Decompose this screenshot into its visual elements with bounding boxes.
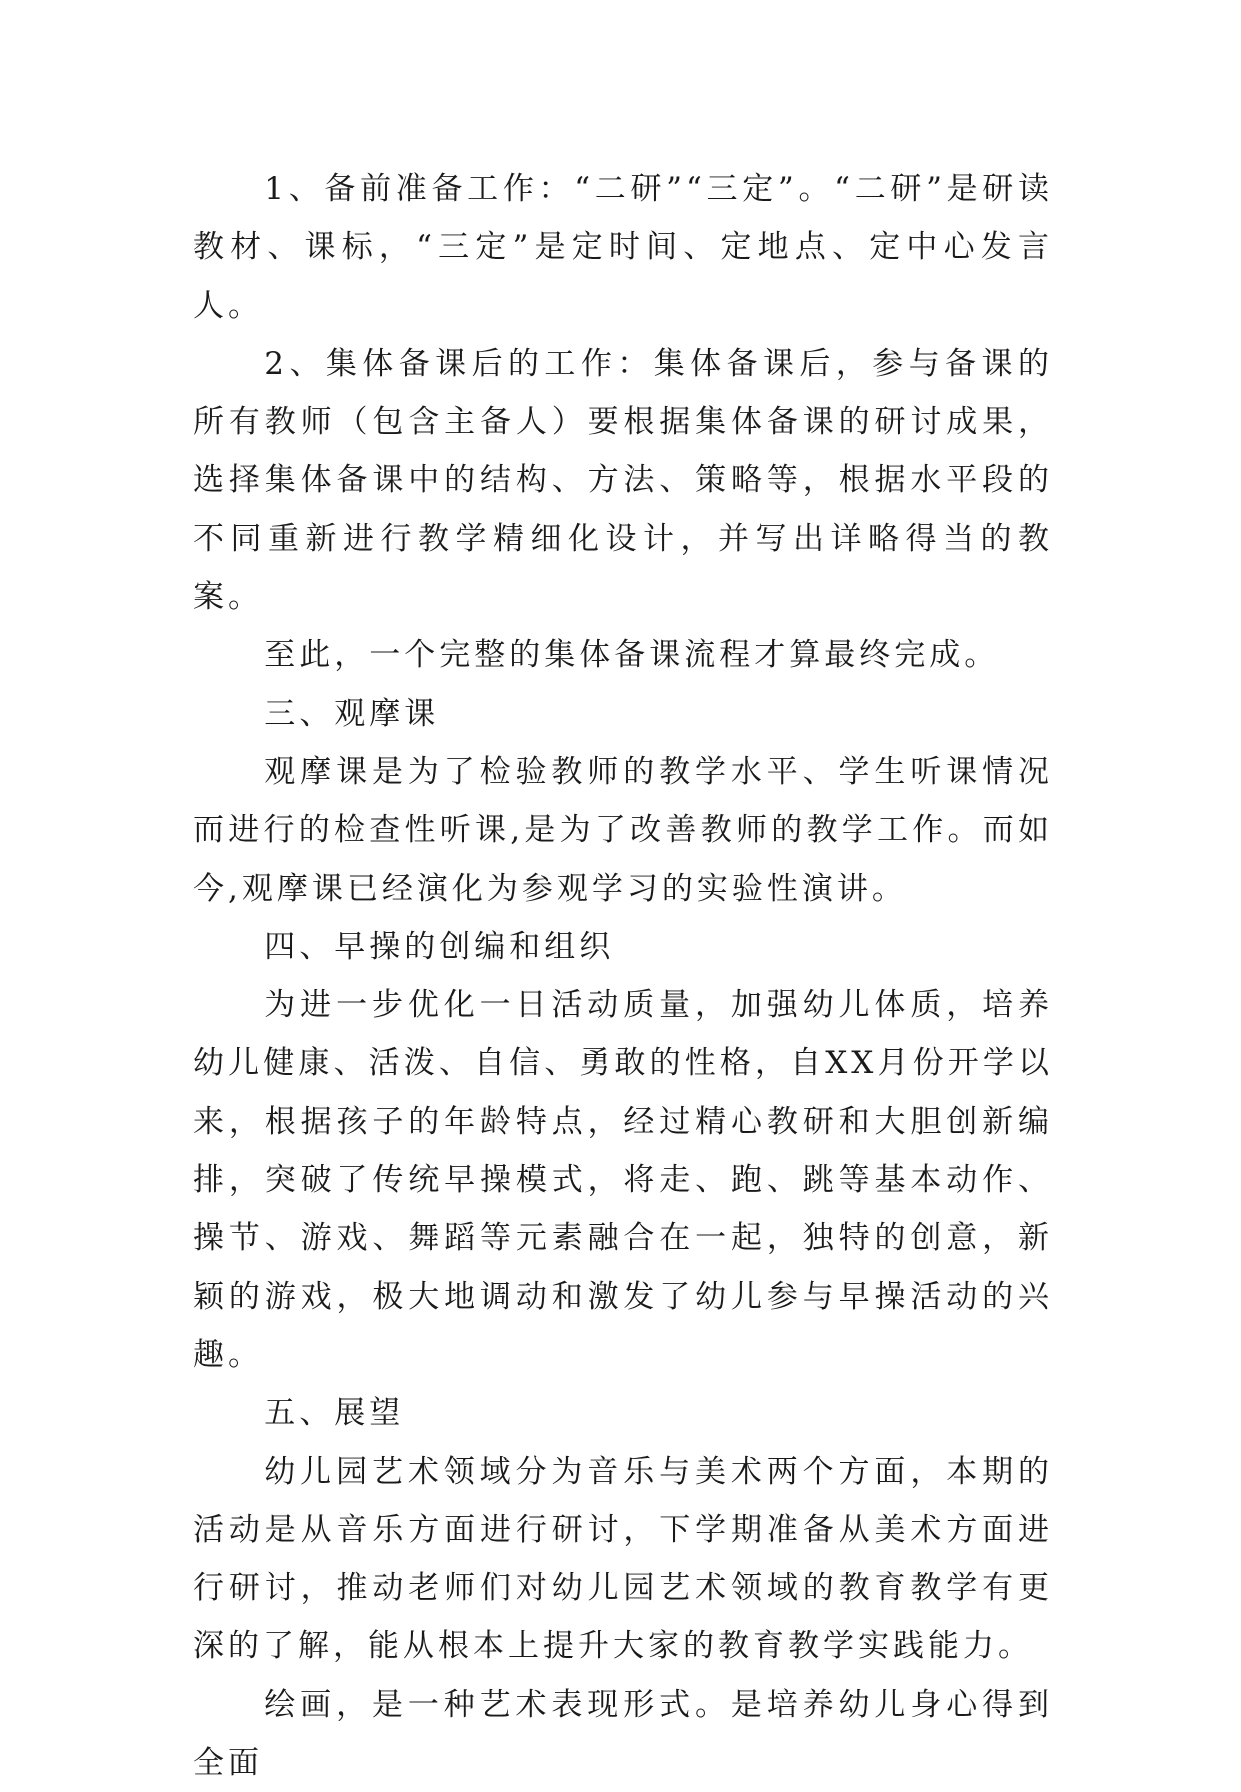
paragraph-preparation: 1、备前准备工作：“二研”“三定”。“二研”是研读教材、课标，“三定”是定时间、定地点、定中心发言人。 xyxy=(193,171,1053,324)
section-heading-observation-class: 三、观摩课 xyxy=(264,695,440,732)
paragraph-observation-class: 观摩课是为了检验教师的教学水平、学生听课情况而进行的检查性听课,是为了改善教师的教学工作。而如今,观摩课已经演化为参观学习的实验性演讲。 xyxy=(193,753,1053,907)
paragraph-after-lesson-prep: 2、集体备课后的工作：集体备课后，参与备课的所有教师（包含主备人）要根据集体备课的研讨成果，选择集体备课中的结构、方法、策略等，根据水平段的不同重新进行教学精细化设计，并写出详略得当的教案。 xyxy=(193,345,1053,616)
paragraph-outlook: 幼儿园艺术领域分为音乐与美术两个方面，本期的活动是从音乐方面进行研讨，下学期准备从美术方面进行研讨，推动老师们对幼儿园艺术领域的教育教学有更深的了解，能从根本上提升大家的教育教学实践能力。 xyxy=(193,1453,1053,1665)
paragraph-painting: 绘画，是一种艺术表现形式。是培养幼儿身心得到全面 xyxy=(193,1686,1053,1782)
document-body xyxy=(193,160,1053,1792)
section-heading-outlook: 五、展望 xyxy=(264,1395,405,1432)
paragraph-completion: 至此，一个完整的集体备课流程才算最终完成。 xyxy=(264,637,1000,674)
section-heading-morning-exercise: 四、早操的创编和组织 xyxy=(264,928,615,965)
paragraph-morning-exercise: 为进一步优化一日活动质量，加强幼儿体质，培养幼儿健康、活泼、自信、勇敢的性格，自XX月份开学以来，根据孩子的年龄特点，经过精心教研和大胆创新编排，突破了传统早操模式，将走、跑、跳等基本动作、操节、游戏、舞蹈等元素融合在一起，独特的创意，新颖的游戏，极大地调动和激发了幼儿参与早操活动的兴趣。 xyxy=(193,987,1053,1373)
